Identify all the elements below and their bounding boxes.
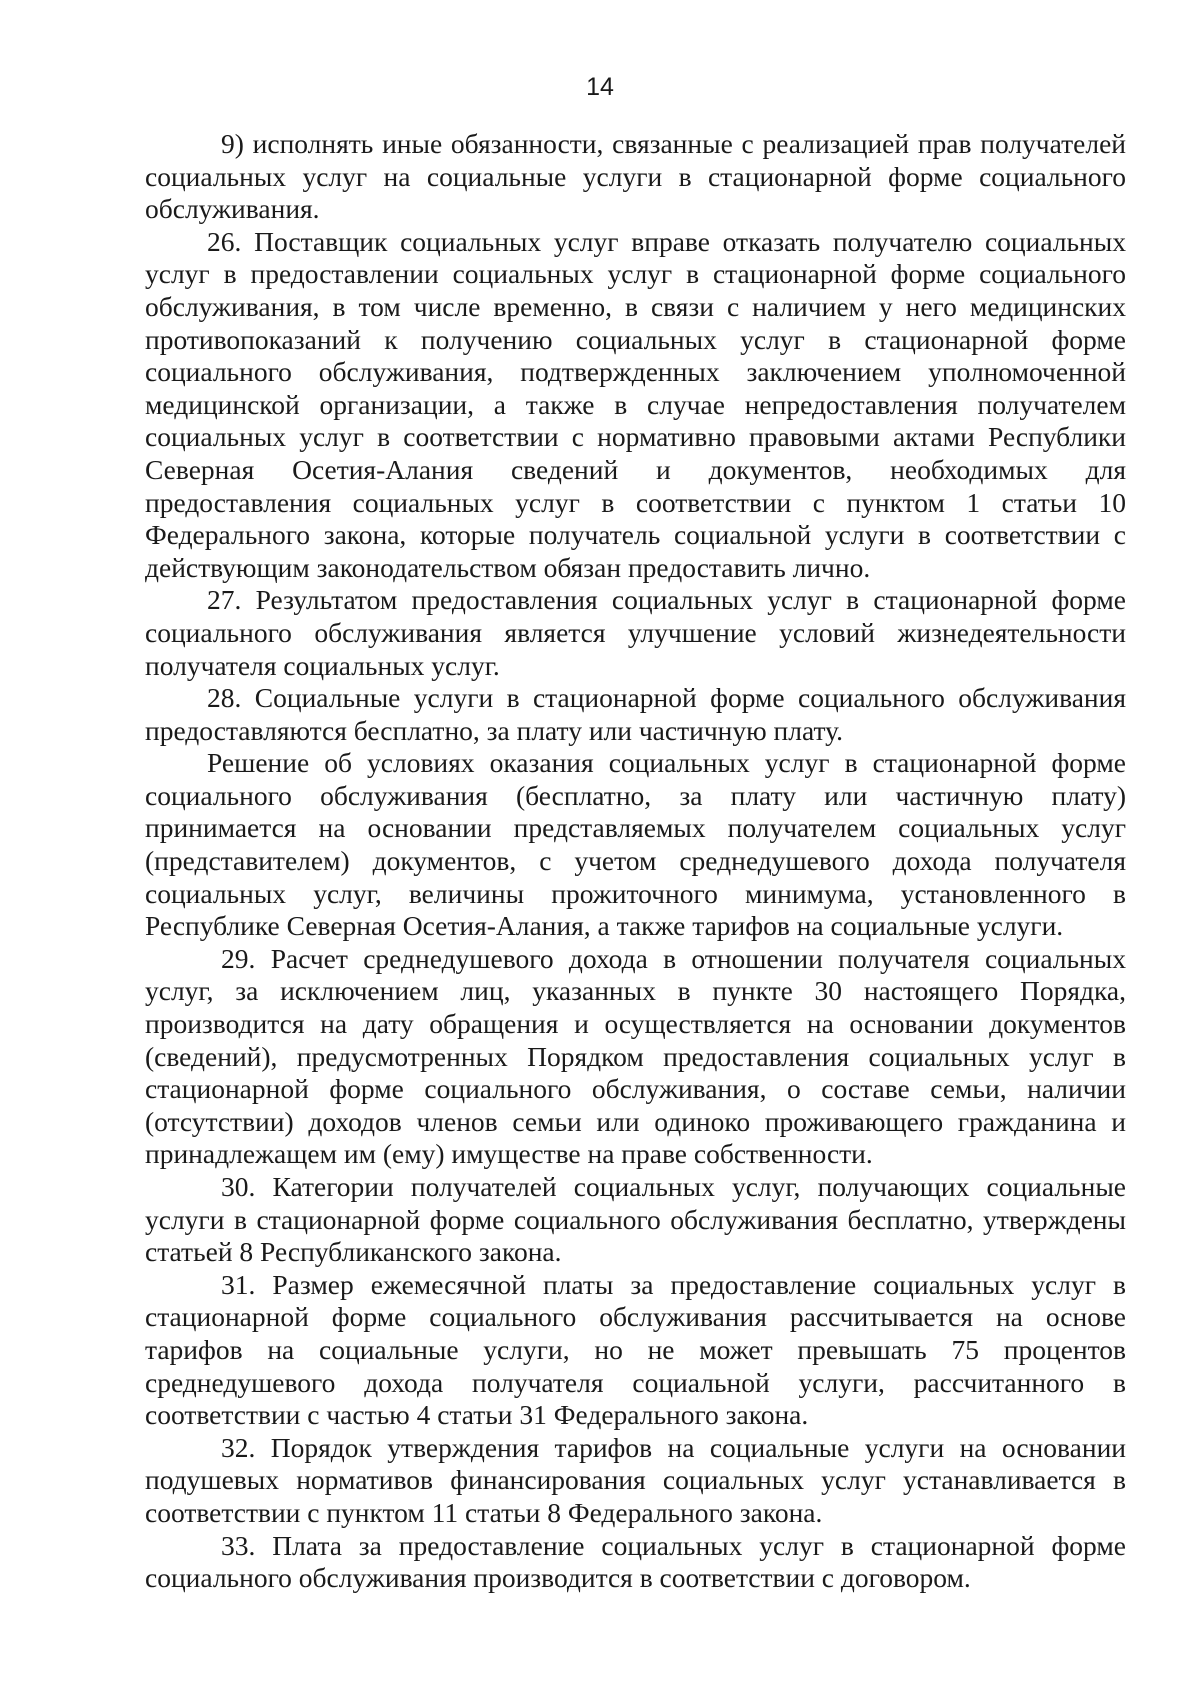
document-body [145,128,1126,1595]
paragraph-33: 33. Плата за предоставление социальных услуг в стационарной форме социального обслуживания производится в соответствии с договором. [145,1529,1126,1594]
paragraph-28: 28. Социальные услуги в стационарной форме социального обслуживания предоставляются бесплатно, за плату или частичную плату. [145,682,1126,746]
paragraph-item-9: 9) исполнять иные обязанности, связанные с реализацией прав получателей социальных услуг на социальные услуги в стационарной форме социального обслуживания. [145,128,1126,225]
paragraph-27: 27. Результатом предоставления социальных услуг в стационарной форме социального обслуживания является улучшение условий жизнедеятельности получателя социальных услуг. [145,584,1126,681]
paragraph-30: 30. Категории получателей социальных услуг, получающих социальные услуги в стационарной форме социального обслуживания бесплатно, утверждены статьей 8 Республиканского закона. [145,1171,1126,1268]
paragraph-31: 31. Размер ежемесячной платы за предоставление социальных услуг в стационарной форме социального обслуживания рассчитывается на основе тарифов на социальные услуги, но не может превышать 75 процентов среднедушевого дохода получателя социальной услуги, рассчитанного в соответствии с частью 4 статьи 31 Федерального закона. [145,1268,1126,1431]
page-number: 14 [586,73,614,101]
paragraph-28-decision: Решение об условиях оказания социальных услуг в стационарной форме социального обслуживания (бесплатно, за плату или частичную плату) принимается на основании представляемых получателем социальных услуг (представителем) документов, с учетом среднедушевого дохода получателя социальных услуг, величины прожиточного минимума, установленного в Республике Северная Осетия-Алания, а также тарифов на социальные услуги. [145,747,1126,942]
paragraph-29: 29. Расчет среднедушевого дохода в отношении получателя социальных услуг, за исключением лиц, указанных в пункте 30 настоящего Порядка, производится на дату обращения и осуществляется на основании документов (сведений), предусмотренных Порядком предоставления социальных услуг в стационарной форме социального обслуживания, о составе семьи, наличии (отсутствии) доходов членов семьи или одиноко проживающего гражданина и принадлежащем им (ему) имуществе на праве собственности. [145,942,1126,1170]
paragraph-26: 26. Поставщик социальных услуг вправе отказать получателю социальных услуг в предоставлении социальных услуг в стационарной форме социального обслуживания, в том числе временно, в связи с наличием у него медицинских противопоказаний к получению социальных услуг в стационарной форме социального обслуживания, подтвержденных заключением уполномоченной медицинской организации, а также в случае непредоставления получателем социальных услуг в соответствии с нормативно правовыми актами Республики Северная Осетия-Алания сведений и документов, необходимых для предоставления социальных услуг в соответствии с пунктом 1 статьи 10 Федерального закона, которые получатель социальной услуги в соответствии с действующим законодательством обязан предоставить лично. [145,225,1126,583]
paragraph-32: 32. Порядок утверждения тарифов на социальные услуги на основании подушевых нормативов финансирования социальных услуг устанавливается в соответствии с пунктом 11 статьи 8 Федерального закона. [145,1431,1126,1528]
